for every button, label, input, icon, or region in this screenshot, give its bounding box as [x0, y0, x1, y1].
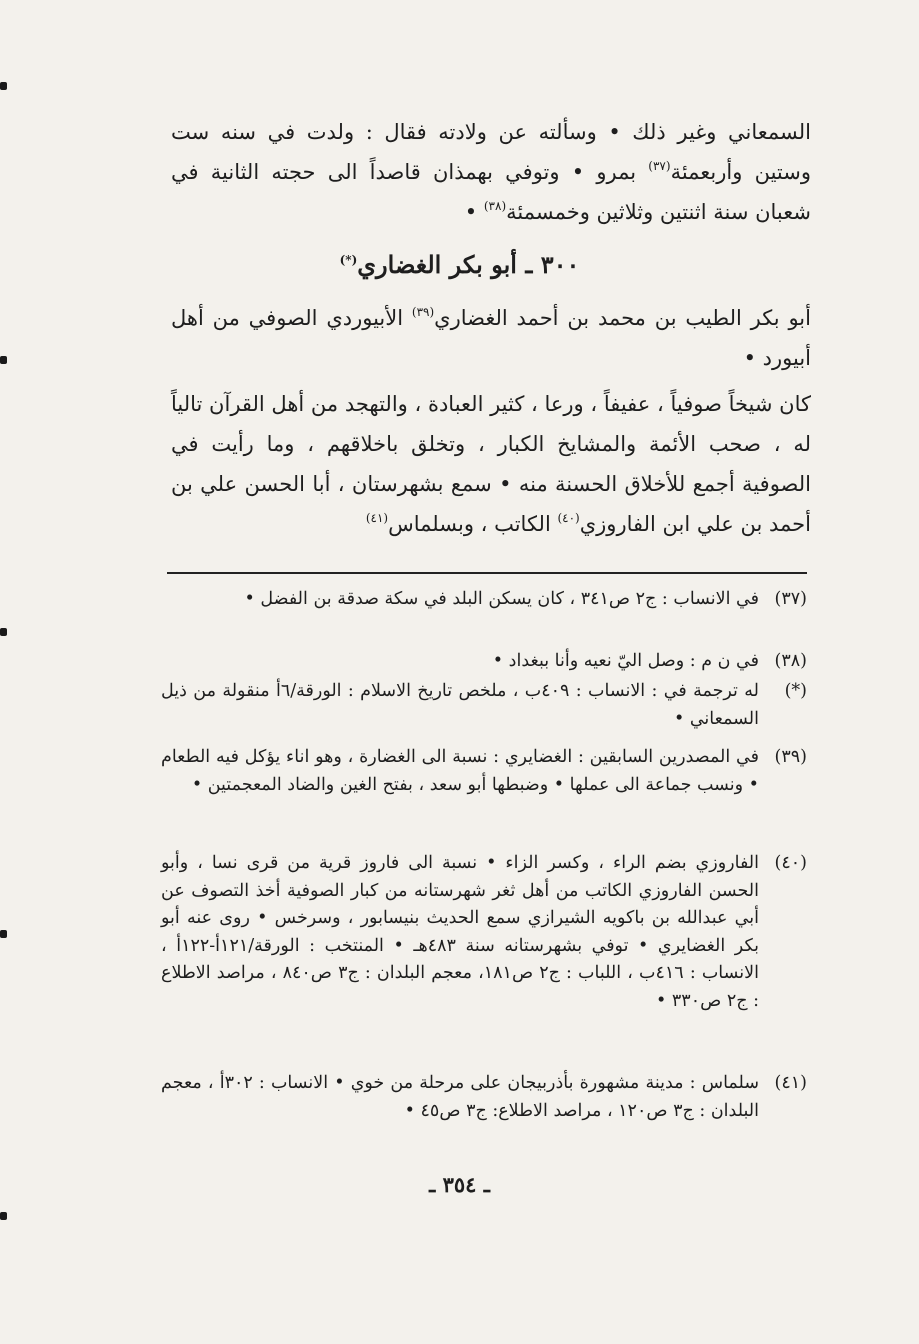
- footnote-ref: (٣٨): [483, 199, 507, 213]
- footnote: [161, 586, 807, 614]
- footnote-text: في الانساب : ج٢ ص٣٤١ ، كان يسكن البلد في سكة صدقة بن الفضل •: [244, 589, 759, 609]
- footnote-text: له ترجمة في : الانساب : ٤٠٩ب ، ملخص تاريخ الاسلام : الورقة/٦أ منقولة من ذيل السمعاني •: [161, 681, 759, 729]
- entry-name-text: الأبيوردي الصوفي من أهل أبيورد •: [171, 306, 811, 370]
- footnote-divider: [167, 572, 807, 574]
- binding-dot: [0, 82, 7, 90]
- footnote-ref: (٤١): [365, 511, 389, 525]
- footnote-mark: (٣٩): [774, 747, 807, 767]
- entry-heading: [0, 245, 919, 285]
- footnote-mark: (٣٧): [774, 589, 807, 609]
- continued-text: السمعاني وغير ذلك • وسألته عن ولادته فقال : ولدت في سنه ست وستين وأربعمئة: [171, 120, 812, 184]
- binding-dot: [0, 930, 7, 938]
- entry-name-text: أبو بكر الطيب بن محمد بن أحمد الغضاري: [434, 306, 811, 330]
- footnote-text: الفاروزي بضم الراء ، وكسر الزاء • نسبة الى فاروز قرية من قرى نسا ، وأبو الحسن الفاروزي الكاتب من أهل ثغر شهرستانه من كبار الصوفية أخذ التصوف عن أبي عبدالله بن باكويه الشيرازي سمع الحديث بنيسابور ، وسرخس • روى عنه أبو بكر الغضايري • توفي بشهرستانه سنة ٤٨٣هـ • المنتخب : الورقة/١٢١أ-١٢٢أ ، الانساب : ٤١٦ب ، اللباب : ج٢ ص١٨١، معجم البلدان : ج٣ ص٨٤٠ ، مراصد الاطلاع : ج٢ ص٣٣٠ •: [161, 853, 759, 1011]
- footnote-mark: (*): [784, 681, 807, 701]
- footnote-mark: (٤٠): [774, 853, 807, 873]
- page-number: ـ ٣٥٤ ـ: [429, 1172, 490, 1197]
- continued-text: بمرو • وتوفي بهمذان قاصداً الى حجته الثانية في شعبان سنة اثنتين وثلاثين وخمسمئة: [171, 160, 811, 224]
- footnote: [161, 744, 807, 799]
- continued-text: •: [464, 200, 484, 224]
- footnote-ref: (٣٧): [648, 159, 671, 173]
- footnote: [161, 1070, 807, 1125]
- entry-name-paragraph: [171, 298, 811, 378]
- footnote-text: في ن م : وصل اليّ نعيه وأنا ببغداد •: [492, 651, 759, 671]
- entry-body-paragraph: [171, 384, 811, 544]
- binding-dot: [0, 356, 7, 364]
- footnote-mark: (٤١): [774, 1073, 807, 1093]
- footnote: [161, 850, 807, 1015]
- entry-body-text: الكاتب ، وبسلماس: [388, 512, 558, 536]
- footnote-ref: (*): [339, 253, 358, 267]
- footnote: [161, 648, 807, 676]
- footnote-mark: (٣٨): [774, 651, 807, 671]
- footnote-ref: (٣٩): [411, 305, 435, 319]
- footnote: [161, 678, 807, 733]
- footnote-ref: (٤٠): [557, 511, 580, 525]
- footnote-text: سلماس : مدينة مشهورة بأذربيجان على مرحلة من خوي • الانساب : ٣٠٢أ ، معجم البلدان : ج٣ ص١٢٠ ، مراصد الاطلاع: ج٣ ص٤٥ •: [161, 1073, 759, 1121]
- entry-heading-text: ٣٠٠ ـ أبو بكر الغضاري: [357, 250, 580, 279]
- binding-dot: [0, 628, 7, 636]
- continued-paragraph: [171, 112, 811, 232]
- binding-dot: [0, 1212, 7, 1220]
- footnote-text: في المصدرين السابقين : الغضايري : نسبة الى الغضارة ، وهو اناء يؤكل فيه الطعام • ونسب جماعة الى عملها • وضبطها أبو سعد ، بفتح الغين والضاد المعجمتين •: [161, 747, 759, 795]
- entry-body-text: كان شيخاً صوفياً ، عفيفاً ، ورعا ، كثير العبادة ، والتهجد من أهل القرآن تالياً له ، صحب الأئمة والمشايخ الكبار ، وتخلق باخلاقهم ، وما رأيت في الصوفية أجمع للأخلاق الحسنة منه • سمع بشهرستان ، أبا الحسن علي بن أحمد بن علي ابن الفاروزي: [171, 392, 811, 536]
